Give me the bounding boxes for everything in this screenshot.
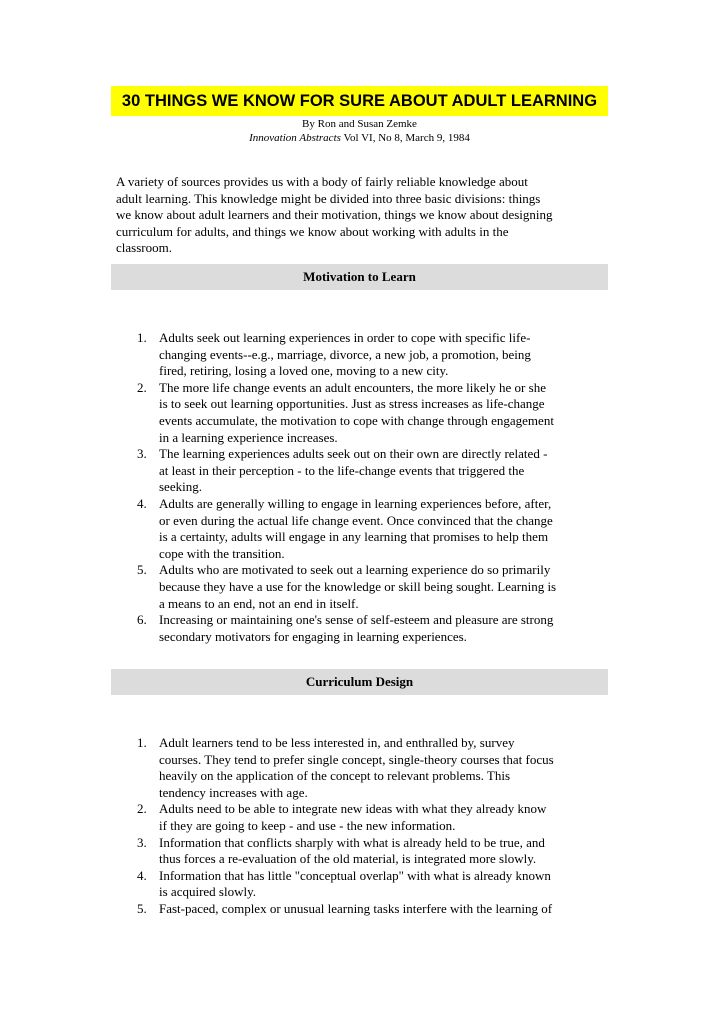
item-number: 4. [137,495,147,511]
list-item [130,868,610,901]
citation-details: Vol VI, No 8, March 9, 1984 [340,132,470,144]
item-number: 1. [137,330,147,345]
item-number: 2. [137,379,147,395]
list-item [130,612,610,645]
item-line: is a certainty, adults will engage in any learning that promises to help them [159,529,549,545]
item-line: heavily on the application of the concept to relevant problems. This [159,768,511,784]
item-line: Information that has little "conceptual overlap" with what is already known [159,867,551,883]
curriculum-list [130,735,610,918]
section-heading-curriculum: Curriculum Design [111,669,608,695]
intro-paragraph [116,174,608,257]
list-item [130,801,610,834]
item-number: 3. [137,834,147,850]
item-line: courses. They tend to prefer single concept, single-theory courses that focus [159,751,554,767]
intro-line: we know about adult learners and their motivation, things we know about designing [116,207,553,223]
item-line: Adults are generally willing to engage in learning experiences before, after, [159,495,552,511]
item-line: The more life change events an adult encounters, the more likely he or she [159,379,546,395]
item-line: fired, retiring, losing a loved one, moving to a new city. [159,363,449,379]
title-banner [111,86,608,116]
item-line: cope with the transition. [159,545,285,561]
item-line: Fast-paced, complex or unusual learning tasks interfere with the learning of [159,900,553,916]
item-line: because they have a use for the knowledge or skill being sought. Learning is [159,578,557,594]
document-title: 30 THINGS WE KNOW FOR SURE ABOUT ADULT LEARNING [121,91,598,110]
list-item [130,496,610,562]
list-item [130,735,610,801]
author-byline: By Ron and Susan Zemke [302,118,417,130]
item-line: is to seek out learning opportunities. Just as stress increases as life-change [159,396,545,412]
citation-journal: Innovation Abstracts [249,132,341,144]
list-item [130,446,610,496]
item-line: Information that conflicts sharply with what is already held to be true, and [159,834,545,850]
item-line: Adult learners tend to be less interested in, and enthralled by, survey [159,735,515,750]
list-item [130,562,610,612]
item-line: if they are going to keep - and use - the new information. [159,817,456,833]
source-citation [111,131,608,145]
item-line: in a learning experience increases. [159,429,338,445]
item-line: changing events--e.g., marriage, divorce, a new job, a promotion, being [159,346,531,362]
item-line: secondary motivators for engaging in learning experiences. [159,628,467,644]
item-line: thus forces a re-evaluation of the old material, is integrated more slowly. [159,851,537,867]
intro-line: adult learning. This knowledge might be divided into three basic divisions: things [116,190,541,206]
item-line: Adults who are motivated to seek out a learning experience do so primarily [159,562,551,578]
motivation-list [130,330,610,645]
item-line: Adults seek out learning experiences in order to cope with specific life- [159,330,531,345]
item-line: tendency increases with age. [159,784,308,800]
item-line: seeking. [159,479,202,495]
item-line: is acquired slowly. [159,884,256,900]
item-number: 4. [137,867,147,883]
intro-line: classroom. [116,240,172,256]
section-heading-motivation: Motivation to Learn [111,264,608,290]
item-line: a means to an end, not an end in itself. [159,595,359,611]
item-number: 6. [137,612,147,628]
item-line: events accumulate, the motivation to cope with change through engagement [159,412,554,428]
item-number: 2. [137,801,147,817]
item-number: 3. [137,446,147,462]
list-item [130,835,610,868]
list-item [130,901,610,918]
item-number: 1. [137,735,147,750]
item-line: or even during the actual life change event. Once convinced that the change [159,512,553,528]
list-item [130,330,610,380]
intro-line: A variety of sources provides us with a body of fairly reliable knowledge about [116,174,528,189]
item-line: Adults need to be able to integrate new ideas with what they already know [159,801,547,817]
item-line: The learning experiences adults seek out on their own are directly related - [159,446,548,462]
item-line: at least in their perception - to the life-change events that triggered the [159,462,525,478]
list-item [130,380,610,446]
intro-line: curriculum for adults, and things we know about working with adults in the [116,223,509,239]
item-line: Increasing or maintaining one's sense of self-esteem and pleasure are strong [159,612,554,628]
item-number: 5. [137,900,147,916]
item-number: 5. [137,562,147,578]
